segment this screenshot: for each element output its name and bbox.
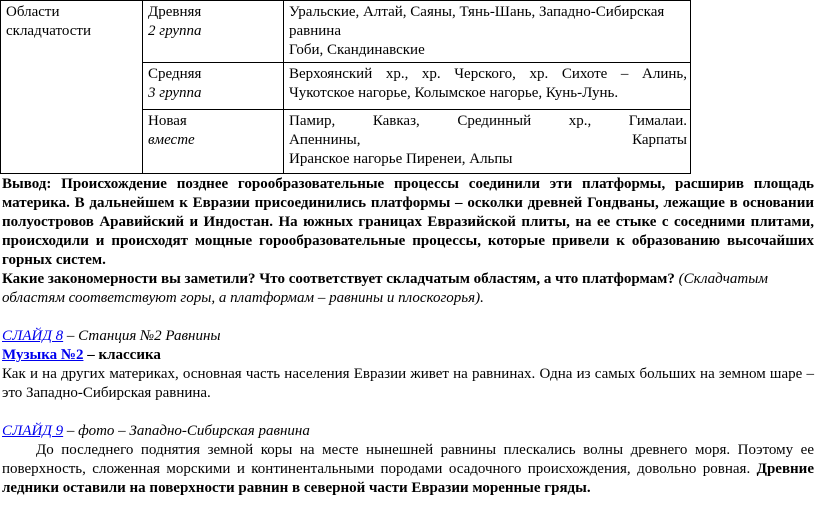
regions-word: Кавказ, — [372, 113, 420, 129]
slide8-link[interactable]: СЛАЙД 8 — [2, 328, 64, 344]
slide8-line — [2, 327, 814, 346]
glacier-text: Древние ледники оставили на поверхности равнин в северной части Евразии моренные гряды. — [2, 461, 814, 496]
paragraph-gap — [2, 308, 814, 327]
table-row — [1, 1, 691, 63]
era-cell — [143, 1, 284, 63]
conclusion-paragraph — [2, 175, 814, 270]
regions-cell — [284, 1, 691, 63]
regions-word: хр., — [568, 113, 592, 129]
plains-paragraph: Как и на других материках, основная часть населения Евразии живет на равнинах. Одна из самых больших на земном шаре – это Западно-Сибирская равнина. — [2, 366, 814, 401]
regions-cell — [284, 63, 691, 110]
regions-word: Апеннины, — [289, 132, 361, 148]
music-title: – классика — [83, 347, 161, 363]
regions-word: Срединный — [457, 113, 532, 129]
folding-areas-table — [0, 0, 691, 174]
era-group: вместе — [148, 132, 195, 148]
sea-text: До последнего поднятия земной коры на месте нынешней равнины плескались волны древнего моря. Поэтому ее поверхность, сложенная морскими и континентальными породами осадочного происхождения, довольно ровная. — [2, 442, 814, 477]
slide9-line — [2, 422, 814, 441]
era-name: Древняя — [148, 4, 202, 20]
regions-text: Иранское нагорье Пиренеи, Альпы — [289, 151, 513, 167]
music-line — [2, 346, 814, 365]
era-name: Средняя — [148, 66, 202, 82]
regions-cell — [284, 110, 691, 174]
regions-word: Гималаи. — [628, 113, 687, 129]
regions-line — [289, 131, 687, 150]
regions-line — [289, 112, 687, 131]
era-name: Новая — [148, 113, 187, 129]
regions-text: Уральские, Алтай, Саяны, Тянь-Шань, Западно-Сибирская равнина — [289, 4, 665, 39]
question-text: Какие закономерности вы заметили? Что соответствует складчатым областям, а что платформам? — [2, 271, 675, 287]
music-link[interactable]: Музыка №2 — [2, 347, 84, 363]
lesson-text — [2, 175, 814, 498]
conclusion-label: Вывод: — [2, 176, 52, 192]
regions-text: Верхоянский хр., хр. Черского, хр. Сихоте – Алинь, Чукотское нагорье, Колымское нагорье, Кунь-Лунь. — [289, 66, 687, 101]
era-cell — [143, 110, 284, 174]
sea-paragraph — [2, 441, 814, 498]
conclusion-text: Происхождение позднее горообразовательные процессы соединили эти платформы, расширив площадь материка. В дальнейшем к Евразии присоединились платформы – осколки древней Гондваны, лежащие в основании полуостровов Аравийский и Индостан. На южных границах Евразийской плиты, на ее стыке с соседними плитами, происходили и происходят мощные горообразовательные процессы, которые привели к образованию высочайших горных систем. — [2, 176, 814, 268]
era-group: 2 группа — [148, 23, 202, 39]
slide9-title: – фото – Западно-Сибирская равнина — [63, 423, 310, 439]
slide8-title: – Станция №2 Равнины — [63, 328, 221, 344]
regions-text: Гоби, Скандинавские — [289, 42, 425, 58]
paragraph-gap — [2, 403, 814, 422]
question-answer: (Складчатым областям соответствуют горы, а платформам – равнины и плоскогорья). — [2, 271, 768, 306]
question-paragraph — [2, 270, 814, 308]
era-cell — [143, 63, 284, 110]
era-group: 3 группа — [148, 85, 202, 101]
slide9-link[interactable]: СЛАЙД 9 — [2, 423, 64, 439]
regions-word: Карпаты — [632, 132, 687, 148]
regions-word: Памир, — [289, 113, 336, 129]
folding-areas-label: Области складчатости — [1, 1, 143, 174]
